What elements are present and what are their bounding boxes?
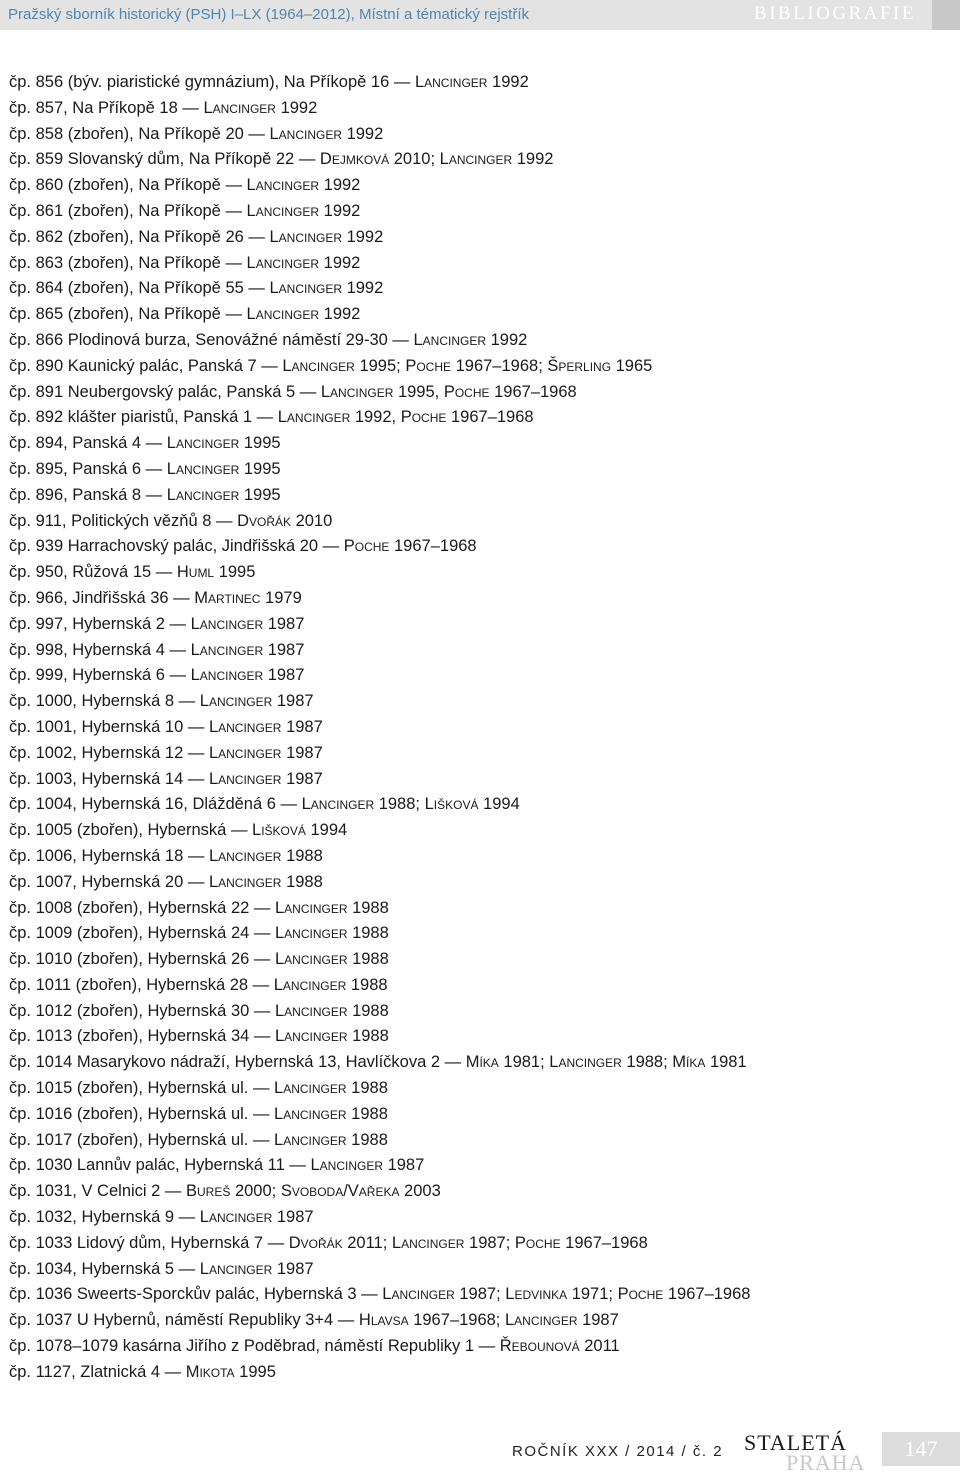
author-name: Lancinger (391, 1233, 465, 1252)
entry-text: 1967–1968; (408, 1311, 505, 1330)
entry-text: 1988 (346, 1130, 388, 1149)
entry-text: 1971; (567, 1285, 618, 1304)
entry-text: 1987; (464, 1233, 515, 1252)
entry-text: 1988 (346, 975, 388, 994)
entry-text: čp. 1012 (zbořen), Hybernská 30 — (9, 1001, 275, 1020)
entry-text: čp. 866 Plodinová burza, Senovážné náměstí 29-30 — (9, 330, 414, 349)
entry-text: čp. 1016 (zbořen), Hybernská ul. — (9, 1104, 275, 1123)
index-entry (9, 199, 949, 225)
author-name: Lancinger (203, 98, 276, 117)
entry-text: čp. 1032, Hybernská 9 — (9, 1208, 200, 1227)
entry-text: 1988; (374, 795, 425, 814)
index-entry (9, 1128, 949, 1154)
index-entry (9, 457, 949, 483)
entry-text: 1992 (342, 124, 384, 143)
author-name: Lancinger (190, 614, 264, 633)
index-entry (9, 844, 949, 870)
index-entry (9, 1024, 949, 1050)
author-name: Poche (405, 356, 452, 375)
volume-label: ROČNÍK XXX / 2014 / č. 2 (512, 1443, 724, 1460)
entry-text: 1992 (342, 279, 384, 298)
author-name: Lancinger (208, 872, 282, 891)
index-entry (9, 973, 949, 999)
entry-text: 1995 (239, 434, 281, 453)
entry-text: 1992 (319, 176, 361, 195)
entry-text: 1988 (346, 1104, 388, 1123)
entry-text: 1987 (281, 717, 323, 736)
entry-text: čp. 1127, Zlatnická 4 — (9, 1362, 186, 1381)
entry-text: 1967–1968 (560, 1233, 648, 1252)
entry-text: 2000; (230, 1182, 281, 1201)
entry-text: 1967–1968 (663, 1285, 751, 1304)
index-entry (9, 147, 949, 173)
entry-text: čp. 1036 Sweerts-Sporckův palác, Hybernská 3 — (9, 1285, 383, 1304)
author-name: Lancinger (246, 176, 320, 195)
entry-text: čp. 863 (zbořen), Na Příkopě — (9, 253, 247, 272)
entry-text: 1988 (281, 872, 323, 891)
index-entry (9, 328, 949, 354)
entry-text: 1992 (319, 305, 361, 324)
entry-text: 1967–1968 (446, 408, 534, 427)
index-entry (9, 405, 949, 431)
author-name: Řebounová (499, 1337, 580, 1356)
author-name: Lancinger (274, 924, 348, 943)
author-name: Lancinger (274, 1027, 348, 1046)
entry-text: čp. 999, Hybernská 6 — (9, 666, 191, 685)
entry-text: čp. 1013 (zbořen), Hybernská 34 — (9, 1027, 275, 1046)
author-name: Bureš (186, 1182, 231, 1201)
entry-text: čp. 860 (zbořen), Na Příkopě — (9, 176, 247, 195)
entry-text: čp. 1015 (zbořen), Hybernská ul. — (9, 1079, 275, 1098)
index-entry (9, 715, 949, 741)
entry-text: 1988; (621, 1053, 673, 1072)
author-name: Šperling (547, 356, 612, 375)
entry-text: čp. 1006, Hybernská 18 — (9, 846, 209, 865)
entry-text: 1987 (383, 1156, 425, 1175)
entry-text: 1988 (347, 924, 389, 943)
index-entry (9, 1257, 949, 1283)
author-name: Lišková (252, 821, 306, 840)
entry-text: 1987; (454, 1285, 506, 1304)
author-name: Lancinger (190, 666, 264, 685)
author-name: Dvořák (237, 511, 291, 530)
entry-text: čp. 857, Na Příkopě 18 — (9, 98, 204, 117)
entry-text: 1988 (347, 1027, 389, 1046)
entry-text: čp. 911, Politických vězňů 8 — (9, 511, 238, 530)
entry-text: 1988 (346, 1079, 388, 1098)
entry-text: 2011; (342, 1233, 392, 1252)
index-entry (9, 302, 949, 328)
author-name: Lancinger (208, 769, 282, 788)
index-entry (9, 96, 949, 122)
author-name: Lancinger (301, 795, 375, 814)
author-name: Lancinger (549, 1053, 622, 1072)
entry-text: čp. 1014 Masarykovo nádraží, Hybernská 13, Havlíčkova 2 — (9, 1053, 466, 1072)
index-entry (9, 663, 949, 689)
entry-text: 1995 (234, 1362, 276, 1381)
entry-text: čp. 1034, Hybernská 5 — (9, 1259, 200, 1278)
index-entry (9, 70, 949, 96)
author-name: Lancinger (277, 408, 351, 427)
entry-text: 1995 (239, 485, 281, 504)
entry-text: čp. 1008 (zbořen), Hybernská 22 — (9, 898, 275, 917)
index-entry (9, 1231, 949, 1257)
author-name: Lancinger (199, 1208, 273, 1227)
entry-text: čp. 890 Kaunický palác, Panská 7 — (9, 356, 283, 375)
running-header (0, 0, 960, 30)
entry-text: čp. 998, Hybernská 4 — (9, 640, 191, 659)
entry-text: 1987 (577, 1311, 619, 1330)
author-name: Míka (465, 1053, 499, 1072)
entry-text: 1992 (275, 98, 318, 117)
entry-text: 1988 (347, 950, 389, 969)
entry-text: čp. 858 (zbořen), Na Příkopě 20 — (9, 124, 270, 143)
author-name: Lancinger (269, 279, 342, 298)
entry-text: čp. 1037 U Hybernů, náměstí Republiky 3+4 — (9, 1311, 359, 1330)
index-entry (9, 896, 949, 922)
entry-text: 1992 (487, 73, 529, 91)
entry-text: čp. 950, Růžová 15 — (9, 563, 177, 582)
author-name: Poche (400, 408, 447, 427)
author-name: Lancinger (208, 717, 282, 736)
entry-text: čp. 856 (býv. piaristické gymnázium), Na Příkopě 16 — (9, 73, 415, 91)
entry-text: čp. 1030 Lannův palác, Hybernská 11 — (9, 1156, 311, 1175)
entry-text: čp. 1010 (zbořen), Hybernská 26 — (9, 950, 275, 969)
author-name: Lancinger (166, 485, 240, 504)
author-name: Mikota (185, 1362, 235, 1381)
index-entry (9, 431, 949, 457)
entry-text: čp. 895, Panská 6 — (9, 459, 167, 478)
author-name: Martinec (194, 588, 261, 607)
author-name: Huml (176, 563, 215, 582)
entry-text: 1987 (272, 1208, 314, 1227)
entry-text: čp. 859 Slovanský dům, Na Příkopě 22 — (9, 150, 320, 169)
entry-text: čp. 1002, Hybernská 12 — (9, 743, 209, 762)
author-name: Lancinger (273, 975, 347, 994)
author-name: Lancinger (246, 201, 320, 220)
author-name: Lancinger (414, 73, 488, 91)
author-name: Lancinger (274, 898, 348, 917)
index-entry (9, 1102, 949, 1128)
entry-text: čp. 1011 (zbořen), Hybernská 28 — (9, 975, 274, 994)
entry-text: čp. 891 Neubergovský palác, Panská 5 — (9, 382, 321, 401)
entry-text: čp. 864 (zbořen), Na Příkopě 55 — (9, 279, 270, 298)
entry-text: čp. 997, Hybernská 2 — (9, 614, 191, 633)
entry-text: čp. 1004, Hybernská 16, Dlážděná 6 — (9, 795, 302, 814)
author-name: Dvořák (288, 1233, 343, 1252)
entry-text: čp. 896, Panská 8 — (9, 485, 167, 504)
entry-text: čp. 892 klášter piaristů, Panská 1 — (9, 408, 278, 427)
logo-line-2: PRAHA (786, 1450, 866, 1474)
entry-text: 2003 (399, 1182, 441, 1201)
entry-text: čp. 1031, V Celnici 2 — (9, 1182, 187, 1201)
index-entry (9, 1308, 949, 1334)
index-entry (9, 1360, 949, 1386)
author-name: Lancinger (166, 459, 240, 478)
entry-text: 1987 (263, 640, 305, 659)
section-label: BIBLIOGRAFIE (754, 3, 916, 24)
author-name: Lišková (424, 795, 479, 814)
entry-text: čp. 1005 (zbořen), Hybernská — (9, 821, 253, 840)
entry-text: čp. 865 (zbořen), Na Příkopě — (9, 305, 247, 324)
index-entry (9, 1205, 949, 1231)
author-name: Lancinger (208, 846, 282, 865)
entry-text: čp. 966, Jindřišská 36 — (9, 588, 195, 607)
entry-text: 1992 (319, 253, 361, 272)
journal-logo (744, 1430, 874, 1474)
entry-text: 1994 (478, 795, 520, 814)
author-name: Lancinger (320, 382, 394, 401)
index-entry (9, 870, 949, 896)
entry-text: čp. 1017 (zbořen), Hybernská ul. — (9, 1130, 275, 1149)
entry-text: 1992 (342, 227, 384, 246)
entry-text: 1988 (347, 898, 389, 917)
author-name: Lancinger (208, 743, 282, 762)
index-entry (9, 251, 949, 277)
entry-text: čp. 862 (zbořen), Na Příkopě 26 — (9, 227, 270, 246)
index-entry (9, 122, 949, 148)
index-entry (9, 689, 949, 715)
index-entry (9, 1179, 949, 1205)
author-name: Lancinger (282, 356, 355, 375)
entry-text: 1987 (263, 666, 305, 685)
index-entry (9, 1050, 949, 1076)
entry-text: čp. 939 Harrachovský palác, Jindřišská 20 — (9, 537, 344, 556)
header-tab (932, 0, 960, 30)
author-name: Lancinger (190, 640, 264, 659)
entry-text: čp. 1009 (zbořen), Hybernská 24 — (9, 924, 275, 943)
author-name: Svoboda/Vařeka (280, 1182, 400, 1201)
index-entry (9, 1334, 949, 1360)
index-entry (9, 173, 949, 199)
entry-text: 1987 (263, 614, 305, 633)
entry-text: 1987 (272, 1259, 314, 1278)
index-entry (9, 1076, 949, 1102)
entry-text: 1987 (281, 743, 323, 762)
index-entry (9, 483, 949, 509)
index-entry (9, 767, 949, 793)
entry-text: 1987 (281, 769, 323, 788)
index-entry (9, 560, 949, 586)
page-number: 147 (904, 1436, 938, 1461)
entry-text: 2010; (389, 150, 440, 169)
author-name: Lancinger (269, 124, 342, 143)
author-name: Lancinger (274, 1079, 347, 1098)
entry-text: čp. 861 (zbořen), Na Příkopě — (9, 201, 247, 220)
author-name: Lancinger (504, 1311, 578, 1330)
page-footer (0, 1420, 960, 1474)
publication-title: Pražský sborník historický (PSH) I–LX (1964–2012), Místní a tématický rejstřík (8, 6, 530, 23)
entry-text: 1992, (350, 408, 401, 427)
entry-text: 1995, (393, 382, 444, 401)
author-name: Lancinger (199, 692, 273, 711)
index-entry (9, 380, 949, 406)
author-name: Lancinger (199, 1259, 273, 1278)
index-entry (9, 999, 949, 1025)
entry-text: 1979 (260, 588, 302, 607)
index-entry (9, 276, 949, 302)
index-entry (9, 586, 949, 612)
author-name: Lancinger (439, 150, 513, 169)
entry-text: 1965 (611, 356, 653, 375)
author-name: Dejmková (319, 150, 390, 169)
entry-text: 1994 (305, 821, 348, 840)
entry-text: 1967–1968 (489, 382, 577, 401)
entry-text: 1995; (354, 356, 406, 375)
entry-text: čp. 1078–1079 kasárna Jiřího z Poděbrad, náměstí Republiky 1 — (9, 1337, 500, 1356)
author-name: Lancinger (274, 1104, 347, 1123)
author-name: Lancinger (269, 227, 342, 246)
entry-text: 1992 (319, 201, 361, 220)
author-name: Hlavsa (358, 1311, 409, 1330)
author-name: Poche (514, 1233, 561, 1252)
entry-text: 1992 (512, 150, 554, 169)
author-name: Lancinger (166, 434, 240, 453)
entry-text: čp. 1033 Lidový dům, Hybernská 7 — (9, 1233, 289, 1252)
entry-text: 1995 (239, 459, 281, 478)
page-number-box (882, 1432, 960, 1466)
author-name: Míka (672, 1053, 706, 1072)
author-name: Poche (617, 1285, 664, 1304)
author-name: Lancinger (310, 1156, 383, 1175)
entry-text: čp. 1001, Hybernská 10 — (9, 717, 209, 736)
entry-text: 1988 (347, 1001, 389, 1020)
author-name: Lancinger (246, 253, 320, 272)
index-entry (9, 225, 949, 251)
author-name: Poche (343, 537, 390, 556)
author-name: Lancinger (274, 1130, 347, 1149)
entry-list (9, 70, 949, 1386)
entry-text: 2011 (579, 1337, 620, 1356)
index-entry (9, 741, 949, 767)
index-entry (9, 534, 949, 560)
author-name: Lancinger (413, 330, 487, 349)
entry-text: čp. 1000, Hybernská 8 — (9, 692, 200, 711)
index-entry (9, 612, 949, 638)
author-name: Lancinger (246, 305, 320, 324)
entry-text: čp. 1003, Hybernská 14 — (9, 769, 209, 788)
author-name: Poche (443, 382, 490, 401)
author-name: Lancinger (274, 1001, 348, 1020)
entry-text: čp. 1007, Hybernská 20 — (9, 872, 209, 891)
index-entry (9, 638, 949, 664)
author-name: Ledvinka (505, 1285, 568, 1304)
entry-text: 1967–1968 (389, 537, 477, 556)
entry-text: 1967–1968; (451, 356, 548, 375)
entry-text: 1987 (272, 692, 314, 711)
entry-text: 1981; (498, 1053, 550, 1072)
entry-text: 1995 (214, 563, 256, 582)
entry-text: 2010 (291, 511, 333, 530)
entry-text: 1988 (281, 846, 323, 865)
index-entry (9, 792, 949, 818)
entry-text: čp. 894, Panská 4 — (9, 434, 167, 453)
index-entry (9, 354, 949, 380)
logo-line-1: STALETÁ (744, 1430, 848, 1455)
index-entry (9, 509, 949, 535)
index-entry (9, 1153, 949, 1179)
entry-text: 1992 (486, 330, 528, 349)
index-entry (9, 921, 949, 947)
author-name: Lancinger (382, 1285, 455, 1304)
index-entry (9, 947, 949, 973)
entry-text: 1981 (705, 1053, 747, 1072)
index-entry (9, 1282, 949, 1308)
author-name: Lancinger (274, 950, 348, 969)
index-entry (9, 818, 949, 844)
